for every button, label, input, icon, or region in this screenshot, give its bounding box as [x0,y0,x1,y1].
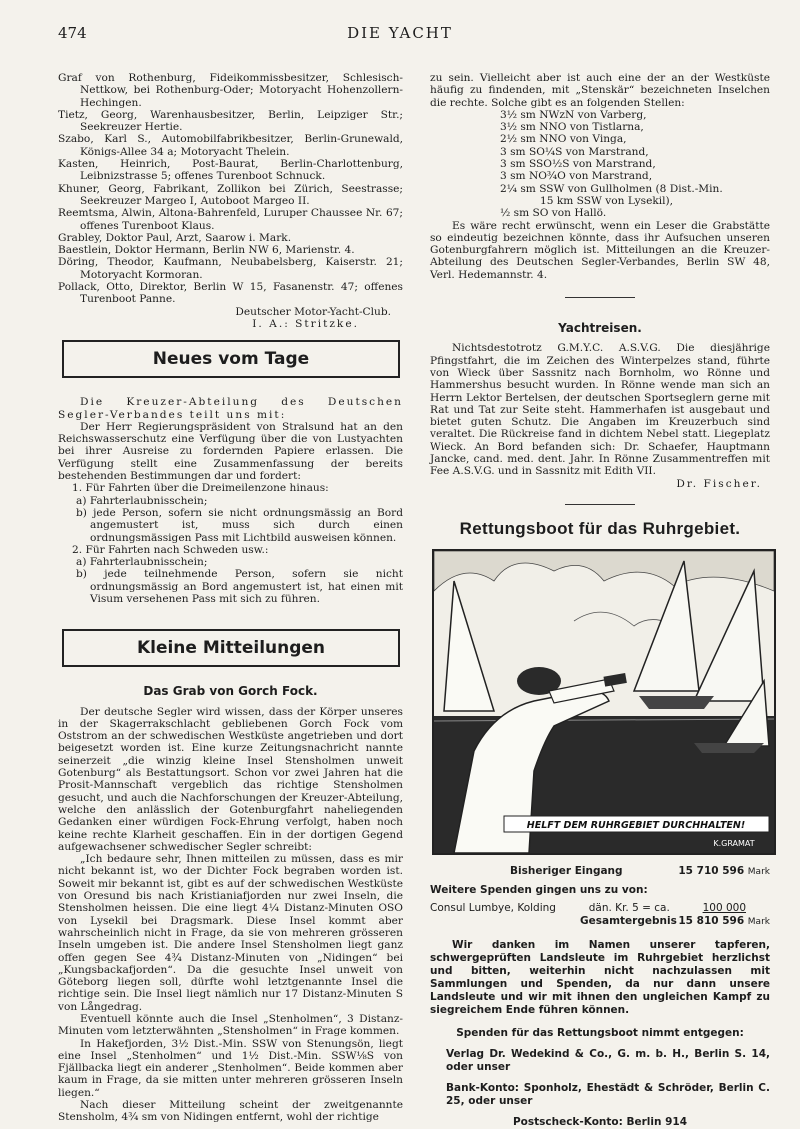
yachtreisen-body: Nichtsdestotrotz G.M.Y.C. A.S.V.G. Die diesjährige Pfingstfahrt, die im Zeichen des Winterpelzes stand, führte von Wieck über Sassnitz nach Bornholm, wo Rönne und Hammershus besucht wurden. In Rönne wende man sich an Herrn Lektor Bertelsen, der deutschen Sportseglern gerne mit Rat und Tat zur Seite steht. Hammerhafen ist ausgebaut und bietet guten Schutz. Die Angaben im Kreuzerbuch sind veraltet. Die Rückreise fand in dichtem Nebel statt. Liegeplatz Wieck. An Bord befanden sich: Dr. Schaefer, Hauptmann Jancke, cand. med. dent. Jahr. In Rönne Zusammentreffen mit Fee A.S.V.G. und in Sassnitz mit Edith VII. [430,342,770,478]
grab-paragraph: „Ich bedaure sehr, Ihnen mitteilen zu müssen, dass es mir nicht bekannt ist, wo der Dichter Fock begraben worden ist. Soweit mir bekannt ist, gibt es auf der schwedischen Westküste von Oresund bis nach Kristianiafjorden nur zwei Inseln, die Stensholmen heissen. Die eine liegt 4¼ Distanz-Minuten OSO von Lysekil bei Dragsmark. Diese Insel kommt aber wahrscheinlich nicht in Frage, da sie von mehreren grösseren Inseln umgeben ist. Die andere Insel Stensholmen liegt ganz offen gegen See 4¾ Distanz-Minuten von „Nidingen“ bei „Kungsbackafjorden“. Da die gesuchte Insel unweit von Göteborg liegen soll, dürfte wohl letztgenannte Insel die richtige sein. Die Insel liegt nämlich nur 17 Distanz-Minuten S von Långedrag. [58,853,403,1013]
member-entry: Kasten, Heinrich, Post-Baurat, Berlin-Charlottenburg, Leibnizstrasse 5; offenes Turenboot Schnuck. [58,158,403,183]
page-number: 474 [58,24,87,42]
grab-paragraph: Der deutsche Segler wird wissen, dass der Körper unseres in der Skagerrakschlacht gebliebenen Gorch Fock vom Oststrom an der schwedischen Westküste angetrieben und dort beigesetzt worden ist. Eine kurze Zeitungsnachricht nannte seinerzeit „die winzig kleine Insel Stensholmen unweit Gotenburg“ als Bestattungsort. Schon vor zwei Jahren hat die Prosit-Mannschaft vergeblich das richtige Stensholmen gesucht, und auch die Nachforschungen der Kreuzer-Abteilung, welche den anlässlich der Gotenburgfahrt naheliegenden Gedanken einer würdigen Fock-Ehrung verfolgt, haben noch keine rechte Klarheit geschaffen. Ein in der dortigen Gegend aufgewachsener schwedischer Segler schreibt: [58,705,403,853]
rettungsboot-headline: Rettungsboot für das Ruhrgebiet. [459,518,741,538]
neues-list [58,482,403,605]
consul-value: 100 000 [702,902,746,915]
neues-list-item: b) jede teilnehmende Person, sofern sie nicht ordnungsmässig an Bord angemustert ist, hat einen mit Visum versehenen Pass mit sich zu führen. [76,568,403,605]
banner-text: HELFT DEM RUHRGEBIET DURCHHALTEN! [526,820,746,832]
section-title-neues: Neues vom Tage [152,349,310,370]
place-item: 2½ sm NNO von Vinga, [500,133,627,146]
gesamt-row [430,915,770,929]
place-item: ½ sm SO von Hallö. [500,207,607,220]
artist-signature: K.GRAMAT [713,839,755,849]
verlag-line: Verlag Dr. Wedekind & Co., G. m. b. H., Berlin S. 14, oder unser [446,1048,770,1074]
member-entry: Graf von Rothenburg, Fideikommissbesitzer, Schlesisch-Nettkow, bei Rothenburg-Oder; Motoryacht Hohenzollern-Hechingen. [58,72,403,109]
bank-line: Bank-Konto: Sponholz, Ehestädt & Schröder, Berlin C. 25, oder unser [446,1082,770,1108]
member-entry: Khuner, Georg, Fabrikant, Zollikon bei Zürich, Seestrasse; Seekreuzer Margeo I, Autoboot Margeo II. [58,182,403,207]
right-column [430,72,770,1129]
thanks-paragraph: Wir danken im Namen unserer tapferen, schwergeprüften Landsleute im Ruhrgebiet herzlichst und bitten, weiterhin nicht nachzulassen mit Sammlungen und Spenden, da nur dann unsere Landsleute und wir mit ihnen den ungleichen Kampf zu siegreichem Ende führen können. [430,939,770,1017]
signature-club: Deutscher Motor-Yacht-Club. [235,305,391,318]
consul-rate: dän. Kr. 5 = ca. [588,902,670,915]
neues-intro: Die Kreuzer-Abteilung des Deutschen Segler-Verbandes teilt uns mit: [58,396,403,421]
section-box-neues [62,340,400,378]
neues-list-item: 2. Für Fahrten nach Schweden usw.: [72,543,269,556]
section-box-kleine [62,629,400,667]
member-entry: Grabley, Doktor Paul, Arzt, Saarow i. Mark. [58,231,292,244]
member-entry: Pollack, Otto, Direktor, Berlin W 15, Fasanenstr. 47; offenes Turenboot Panne. [58,281,403,306]
illustration-svg [434,551,774,853]
grab-paragraph: In Hakefjorden, 3½ Dist.-Min. SSW von Stenungsön, liegt eine Insel „Stenholmen“ und 1½ Dist.-Min. SSW⅛S von Fjällbacka liegt ein anderer „Stenholmen“. Beide kommen aber kaum in Frage, da sie mitten unter mehreren grösseren Inseln liegen.“ [58,1037,403,1099]
member-entry: Döring, Theodor, Kaufmann, Neubabelsberg, Kaiserstr. 21; Motoryacht Kormoran. [58,256,403,281]
eingang-label: Bisheriger Eingang [510,865,623,878]
place-item: 15 km SSW von Lysekil), [540,194,674,207]
yachtreisen-title: Yachtreisen. [558,321,642,336]
eingang-row [430,865,770,879]
neues-list-item: a) Fahrterlaubnisschein; [76,556,208,569]
consul-name: Consul Lumbye, Kolding [430,902,556,915]
consul-row [430,902,770,915]
signature-name: I. A.: Stritzke. [252,317,359,330]
member-entry: Tietz, Georg, Warenhausbesitzer, Berlin, Leipziger Str.; Seekreuzer Hertie. [58,108,403,134]
divider [565,297,635,298]
section-title-kleine: Kleine Mitteilungen [136,638,326,659]
neues-list-item: a) Fahrterlaubnisschein; [76,494,208,507]
left-column [58,72,403,1124]
gesamt-unit: Mark [747,917,770,928]
donation-block [430,865,770,1129]
place-item: 3 sm NO¾O von Marstrand, [500,170,653,183]
eingang-value: 15 710 596 [678,865,745,878]
grab-continuation: zu sein. Vielleicht aber ist auch eine der an der Westküste häufig zu findenden, mit „Stenskär“ bezeichneten Inselchen die rechte. Solche gibt es an folgenden Stellen: [430,72,770,109]
sailboat-illustration [432,549,776,855]
neues-list-item: b) jede Person, sofern sie nicht ordnungsmässig an Bord angemustert ist, muss sich durch einen ordnungsmässigen Pass mit Lichtbild ausweisen können. [76,506,403,544]
place-item: 3 sm SO¼S von Marstrand, [500,145,649,158]
place-item: 3½ sm NNO von Tistlarna, [500,121,644,134]
grab-paragraph: Eventuell könnte auch die Insel „Stenholmen“, 3 Distanz-Minuten vom letzterwähnten „Stensholmen“ in Frage kommen. [58,1013,403,1038]
grab-paragraph: Nach dieser Mitteilung scheint der zweitgenannte Stensholm, 4¾ sm von Nidingen entfernt, wohl der richtige [58,1099,403,1124]
place-item: 3 sm SSO½S von Marstrand, [500,158,656,171]
neues-list-item: 1. Für Fahrten über die Dreimeilenzone hinaus: [72,482,329,495]
running-title: DIE YACHT [347,24,453,42]
gesamt-value: 15 810 596 [678,915,745,928]
place-list [500,109,770,220]
gesamt-label: Gesamtergebnis [580,915,677,928]
postscheck-line: Postscheck-Konto: Berlin 914 [512,1116,688,1129]
yachtreisen-signature: Dr. Fischer. [676,477,762,490]
member-entry: Reemtsma, Alwin, Altona-Bahrenfeld, Luruper Chaussee Nr. 67; offenes Turenboot Klaus. [58,207,403,232]
member-entry: Baestlein, Doktor Hermann, Berlin NW 6, Marienstr. 4. [58,244,355,257]
member-entry: Szabo, Karl S., Automobilfabrikbesitzer, Berlin-Grunewald, Königs-Allee 34 a; Motoryacht Thelein. [58,133,403,158]
grab-request: Es wäre recht erwünscht, wenn ein Leser die Grabstätte so eindeutig bezeichnen könnte, dass ihr Aufsuchen unseren Gotenburgfahrern möglich ist. Mitteilungen an die Kreuzer-Abteilung des Deutschen Segler-Verbandes, Berlin SW 48, Verl. Hedemannstr. 4. [430,219,770,281]
weitere-line: Weitere Spenden gingen uns zu von: [430,884,648,897]
eingang-unit: Mark [747,867,770,878]
neues-body: Der Herr Regierungspräsident von Stralsund hat an den Reichswasserschutz eine Verfügung über die von Lustyachten bei ihrer Ausreise zu fordernden Papiere erlassen. Die Verfügung stellt eine Zusammenfassung der bereits bestehenden Bestimmungen dar und fordert: [58,420,403,483]
place-item: 3½ sm NWzN von Varberg, [500,108,647,121]
spenden-title: Spenden für das Rettungsboot nimmt entgegen: [456,1027,744,1040]
place-item: 2¼ sm SSW von Gullholmen (8 Dist.-Min. [500,182,723,195]
divider [565,504,635,505]
grab-title: Das Grab von Gorch Fock. [143,684,318,699]
member-list [58,72,403,306]
